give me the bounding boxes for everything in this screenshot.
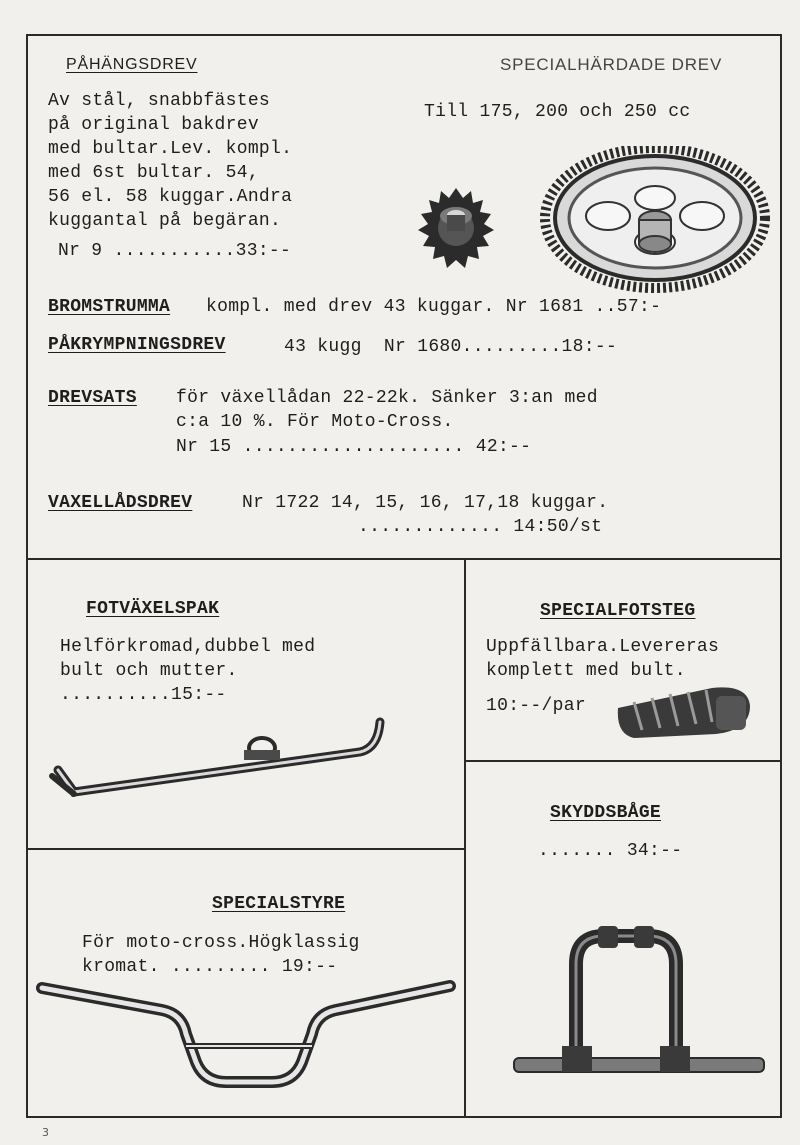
specialfotsteg-line-2: komplett med bult. (486, 661, 686, 681)
pakrympningsdrev-label: PÅKRYMPNINGSDREV (48, 335, 226, 355)
fotvaxelspak-title: FOTVÄXELSPAK (86, 599, 220, 619)
small-sprocket-image (394, 184, 518, 268)
divider-left-lower (26, 848, 464, 850)
fotvaxelspak-line-1: Helförkromad,dubbel med (60, 637, 316, 657)
specialstyre-line-2: kromat. ......... 19:-- (82, 957, 338, 977)
footpeg-image (612, 680, 756, 744)
pahangsdrev-price: Nr 9 ...........33:-- (58, 241, 292, 261)
pahangsdrev-line-5: 56 el. 58 kuggar.Andra (48, 187, 293, 207)
specialfotsteg-price: 10:--/par (486, 696, 586, 716)
vaxelladsdrev-line-1: Nr 1722 14, 15, 16, 17,18 kuggar. (242, 493, 609, 513)
vaxelladsdrev-label: VAXELLÅDSDREV (48, 493, 193, 513)
fotvaxelspak-line-2: bult och mutter. (60, 661, 238, 681)
page-number: 3 (42, 1126, 49, 1139)
pahangsdrev-line-4: med 6st bultar. 54, (48, 163, 259, 183)
vaxelladsdrev-line-2: ............. 14:50/st (358, 517, 603, 537)
pahangsdrev-line-1: Av stål, snabbfästes (48, 91, 271, 111)
divider-right-lower (466, 760, 782, 762)
divider-top-section (26, 558, 782, 560)
crash-bar-image (508, 922, 772, 1082)
drevsats-line-1: för växellådan 22-22k. Sänker 3:an med (176, 388, 598, 408)
specialfotsteg-line-1: Uppfällbara.Levereras (486, 637, 720, 657)
pahangsdrev-line-2: på original bakdrev (48, 115, 259, 135)
drevsats-line-3: Nr 15 .................... 42:-- (176, 437, 532, 457)
specialhardade-title: SPECIALHÄRDADE DREV (500, 55, 723, 74)
handlebar-image (36, 976, 456, 1096)
bromstrumma-text: kompl. med drev 43 kuggar. Nr 1681 ..57:- (206, 297, 662, 317)
pakrympningsdrev-text: 43 kugg Nr 1680.........18:-- (284, 337, 618, 357)
drevsats-line-2: c:a 10 %. För Moto-Cross. (176, 412, 454, 432)
fotvaxelspak-price: ..........15:-- (60, 685, 227, 705)
pahangsdrev-line-6: kuggantal på begäran. (48, 211, 282, 231)
specialstyre-title: SPECIALSTYRE (212, 894, 346, 914)
drevsats-label: DREVSATS (48, 388, 137, 408)
specialhardade-subtitle: Till 175, 200 och 250 cc (424, 102, 691, 122)
bromstrumma-label: BROMSTRUMMA (48, 297, 171, 317)
pahangsdrev-title: PÅHÄNGSDREV (66, 56, 198, 73)
specialstyre-line-1: För moto-cross.Högklassig (82, 933, 360, 953)
skyddsbage-price: ....... 34:-- (538, 841, 683, 861)
large-sprocket-image (540, 146, 770, 294)
pahangsdrev-line-3: med bultar.Lev. kompl. (48, 139, 293, 159)
divider-vertical (464, 560, 466, 1118)
gear-lever-image (44, 712, 390, 812)
specialfotsteg-title: SPECIALFOTSTEG (540, 601, 696, 621)
skyddsbage-title: SKYDDSBÅGE (550, 803, 662, 823)
